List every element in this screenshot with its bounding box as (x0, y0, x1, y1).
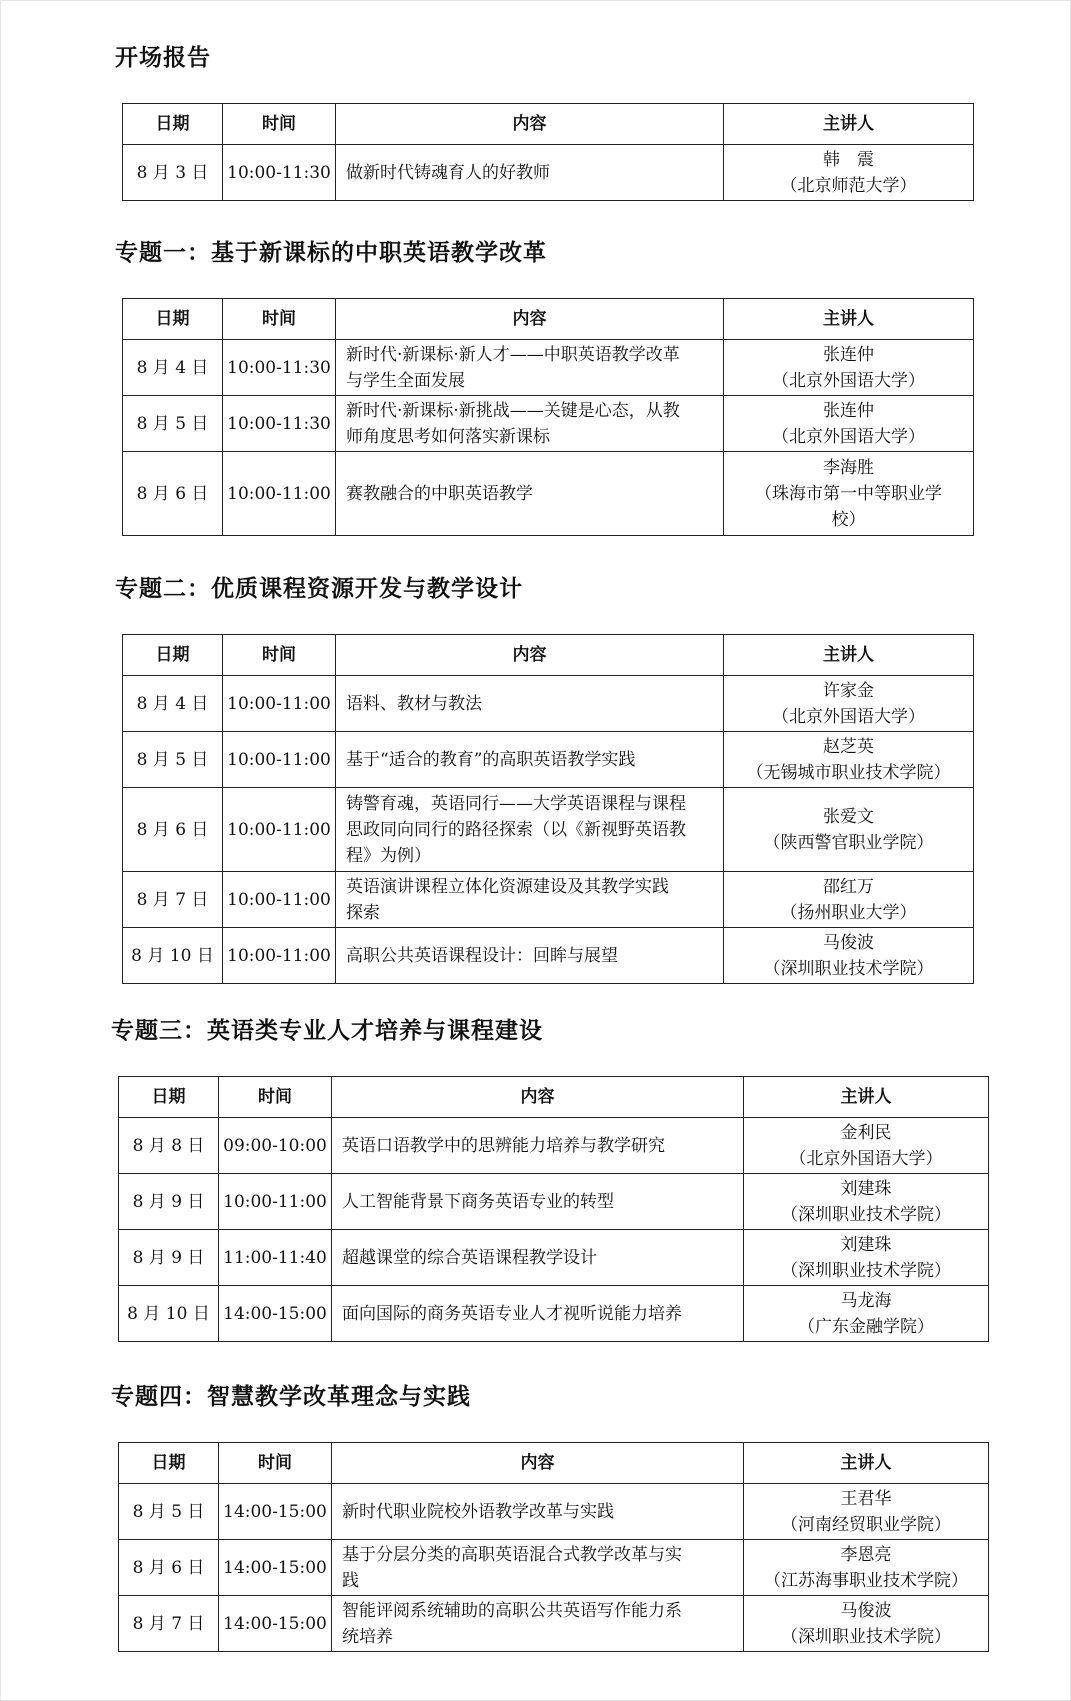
header-content: 内容 (336, 104, 724, 145)
speaker-name: 赵芝英 (823, 736, 874, 757)
header-content: 内容 (336, 635, 724, 676)
content-line: 践 (342, 1570, 359, 1591)
cell-date: 8 月 10 日 (123, 928, 223, 984)
table-row (123, 145, 974, 201)
content-line: 赛教融合的中职英语教学 (346, 483, 533, 504)
content-line: 超越课堂的综合英语课程教学设计 (342, 1247, 597, 1268)
speaker-name: 许家金 (823, 680, 874, 701)
table-header-row (123, 104, 974, 145)
cell-time: 10:00-11:00 (223, 788, 336, 872)
cell-speaker (744, 1540, 989, 1596)
cell-time: 10:00-11:30 (223, 145, 336, 201)
speaker-name: 马龙海 (840, 1290, 892, 1311)
table-row (119, 1286, 989, 1342)
header-date: 日期 (123, 104, 223, 145)
cell-speaker (724, 340, 974, 396)
speaker-name: 李恩亮 (840, 1544, 892, 1565)
speaker-affiliation: （江苏海事职业技术学院） (764, 1570, 968, 1591)
section-heading: 专题三：英语类专业人才培养与课程建设 (111, 1018, 543, 1044)
cell-speaker (724, 145, 974, 201)
cell-time: 10:00-11:30 (223, 396, 336, 452)
table-header-row (123, 299, 974, 340)
content-line: 新时代职业院校外语教学改革与实践 (342, 1501, 614, 1522)
header-speaker: 主讲人 (724, 635, 974, 676)
speaker-name: 李海胜 (823, 457, 874, 478)
speaker-affiliation: （北京外国语大学） (772, 426, 925, 447)
content-line: 新时代·新课标·新人才——中职英语教学改革 (346, 344, 680, 365)
speaker-name: 刘建珠 (840, 1234, 892, 1255)
cell-content (332, 1484, 744, 1540)
table-row (123, 340, 974, 396)
cell-time: 14:00-15:00 (219, 1484, 332, 1540)
cell-time: 11:00-11:40 (219, 1230, 332, 1286)
section-heading: 专题一：基于新课标的中职英语教学改革 (115, 240, 547, 266)
cell-speaker (744, 1596, 989, 1652)
speaker-name: 马俊波 (823, 932, 874, 953)
header-time: 时间 (219, 1443, 332, 1484)
cell-speaker (724, 676, 974, 732)
speaker-name: 张爱文 (823, 806, 874, 827)
header-date: 日期 (119, 1077, 219, 1118)
content-line: 与学生全面发展 (346, 370, 465, 391)
cell-content (336, 145, 724, 201)
table-row (123, 872, 974, 928)
header-speaker: 主讲人 (744, 1443, 989, 1484)
cell-time: 14:00-15:00 (219, 1540, 332, 1596)
table-row (119, 1174, 989, 1230)
cell-date: 8 月 6 日 (123, 788, 223, 872)
table-row (119, 1484, 989, 1540)
cell-time: 09:00-10:00 (219, 1118, 332, 1174)
table-header-row (119, 1443, 989, 1484)
cell-content (332, 1230, 744, 1286)
cell-time: 10:00-11:00 (223, 732, 336, 788)
cell-speaker (724, 732, 974, 788)
cell-content (336, 340, 724, 396)
speaker-affiliation: （广东金融学院） (798, 1316, 934, 1337)
cell-date: 8 月 6 日 (123, 452, 223, 536)
cell-time: 10:00-11:00 (223, 452, 336, 536)
cell-date: 8 月 8 日 (119, 1118, 219, 1174)
header-time: 时间 (223, 104, 336, 145)
content-line: 做新时代铸魂育人的好教师 (346, 162, 550, 183)
cell-content (332, 1118, 744, 1174)
table-header-row (123, 635, 974, 676)
speaker-affiliation: （珠海市第一中等职业学 (755, 483, 942, 504)
cell-speaker (724, 452, 974, 536)
header-date: 日期 (123, 635, 223, 676)
schedule-table (122, 298, 974, 536)
table-row (123, 396, 974, 452)
content-line: 铸警育魂，英语同行——大学英语课程与课程 (346, 793, 686, 814)
content-line: 基于“适合的教育”的高职英语教学实践 (346, 749, 636, 770)
cell-content (336, 788, 724, 872)
cell-content (332, 1174, 744, 1230)
header-date: 日期 (119, 1443, 219, 1484)
cell-content (336, 732, 724, 788)
content-line: 探索 (346, 902, 380, 923)
content-line: 基于分层分类的高职英语混合式教学改革与实 (342, 1544, 682, 1565)
cell-date: 8 月 5 日 (119, 1484, 219, 1540)
content-line: 思政同向同行的路径探索（以《新视野英语教 (346, 819, 686, 840)
table-row (119, 1540, 989, 1596)
cell-speaker (744, 1118, 989, 1174)
speaker-affiliation: （扬州职业大学） (780, 902, 917, 923)
cell-speaker (744, 1230, 989, 1286)
speaker-affiliation: （深圳职业技术学院） (781, 1626, 951, 1647)
header-date: 日期 (123, 299, 223, 340)
section-heading: 专题二：优质课程资源开发与教学设计 (115, 576, 523, 602)
cell-speaker (744, 1286, 989, 1342)
cell-date: 8 月 4 日 (123, 676, 223, 732)
content-line: 智能评阅系统辅助的高职公共英语写作能力系 (342, 1600, 682, 1621)
cell-content (336, 676, 724, 732)
content-line: 英语演讲课程立体化资源建设及其教学实践 (346, 876, 669, 897)
schedule-table (118, 1442, 989, 1652)
content-line: 高职公共英语课程设计：回眸与展望 (346, 945, 618, 966)
header-speaker: 主讲人 (744, 1077, 989, 1118)
table-row (123, 788, 974, 872)
table-row (123, 452, 974, 536)
header-speaker: 主讲人 (724, 104, 974, 145)
section-heading: 专题四：智慧教学改革理念与实践 (111, 1384, 471, 1410)
cell-speaker (724, 872, 974, 928)
cell-time: 10:00-11:00 (223, 872, 336, 928)
speaker-name: 金利民 (840, 1122, 892, 1143)
cell-date: 8 月 5 日 (123, 396, 223, 452)
schedule-table (122, 103, 974, 201)
cell-content (332, 1596, 744, 1652)
content-line: 程》为例） (346, 845, 431, 866)
cell-speaker (744, 1174, 989, 1230)
cell-date: 8 月 4 日 (123, 340, 223, 396)
speaker-name: 张连仲 (823, 400, 874, 421)
speaker-affiliation: （陕西警官职业学院） (763, 832, 934, 853)
cell-time: 14:00-15:00 (219, 1596, 332, 1652)
content-line: 统培养 (342, 1626, 393, 1647)
cell-date: 8 月 7 日 (123, 872, 223, 928)
table-row (119, 1118, 989, 1174)
cell-content (336, 452, 724, 536)
cell-date: 8 月 6 日 (119, 1540, 219, 1596)
table-row (123, 676, 974, 732)
cell-date: 8 月 9 日 (119, 1230, 219, 1286)
speaker-affiliation: （河南经贸职业学院） (781, 1514, 951, 1535)
cell-content (336, 872, 724, 928)
table-row (123, 732, 974, 788)
cell-speaker (724, 396, 974, 452)
header-content: 内容 (332, 1077, 744, 1118)
speaker-name: 张连仲 (823, 344, 874, 365)
cell-date: 8 月 5 日 (123, 732, 223, 788)
speaker-affiliation: （深圳职业技术学院） (781, 1260, 951, 1281)
cell-speaker (744, 1484, 989, 1540)
content-line: 英语口语教学中的思辨能力培养与教学研究 (342, 1135, 665, 1156)
speaker-name: 王君华 (840, 1488, 892, 1509)
speaker-affiliation: 校） (831, 509, 866, 530)
cell-date: 8 月 10 日 (119, 1286, 219, 1342)
header-content: 内容 (332, 1443, 744, 1484)
cell-content (336, 928, 724, 984)
cell-speaker (724, 788, 974, 872)
cell-time: 10:00-11:00 (223, 928, 336, 984)
cell-time: 10:00-11:00 (223, 676, 336, 732)
cell-time: 10:00-11:00 (219, 1174, 332, 1230)
speaker-name: 刘建珠 (840, 1178, 892, 1199)
schedule-table (122, 634, 974, 984)
schedule-table (118, 1076, 989, 1342)
cell-speaker (724, 928, 974, 984)
cell-time: 10:00-11:30 (223, 340, 336, 396)
cell-time: 14:00-15:00 (219, 1286, 332, 1342)
content-line: 新时代·新课标·新挑战——关键是心态，从教 (346, 400, 680, 421)
header-time: 时间 (223, 299, 336, 340)
table-header-row (119, 1077, 989, 1118)
speaker-affiliation: （北京师范大学） (780, 175, 917, 196)
cell-date: 8 月 3 日 (123, 145, 223, 201)
speaker-affiliation: （无锡城市职业技术学院） (746, 762, 951, 783)
speaker-name: 马俊波 (840, 1600, 892, 1621)
table-row (119, 1596, 989, 1652)
speaker-affiliation: （北京外国语大学） (789, 1148, 943, 1169)
speaker-affiliation: （北京外国语大学） (772, 706, 925, 727)
content-line: 面向国际的商务英语专业人才视听说能力培养 (342, 1303, 682, 1324)
cell-content (336, 396, 724, 452)
speaker-affiliation: （深圳职业技术学院） (763, 958, 934, 979)
content-line: 人工智能背景下商务英语专业的转型 (342, 1191, 614, 1212)
table-row (119, 1230, 989, 1286)
speaker-name: 邵红万 (823, 876, 874, 897)
header-content: 内容 (336, 299, 724, 340)
speaker-affiliation: （北京外国语大学） (772, 370, 925, 391)
cell-date: 8 月 7 日 (119, 1596, 219, 1652)
speaker-name: 韩 震 (823, 149, 874, 170)
section-heading: 开场报告 (115, 45, 211, 71)
header-speaker: 主讲人 (724, 299, 974, 340)
header-time: 时间 (223, 635, 336, 676)
cell-date: 8 月 9 日 (119, 1174, 219, 1230)
header-time: 时间 (219, 1077, 332, 1118)
cell-content (332, 1540, 744, 1596)
content-line: 语料、教材与教法 (346, 693, 482, 714)
content-line: 师角度思考如何落实新课标 (346, 426, 550, 447)
table-row (123, 928, 974, 984)
cell-content (332, 1286, 744, 1342)
speaker-affiliation: （深圳职业技术学院） (781, 1204, 951, 1225)
